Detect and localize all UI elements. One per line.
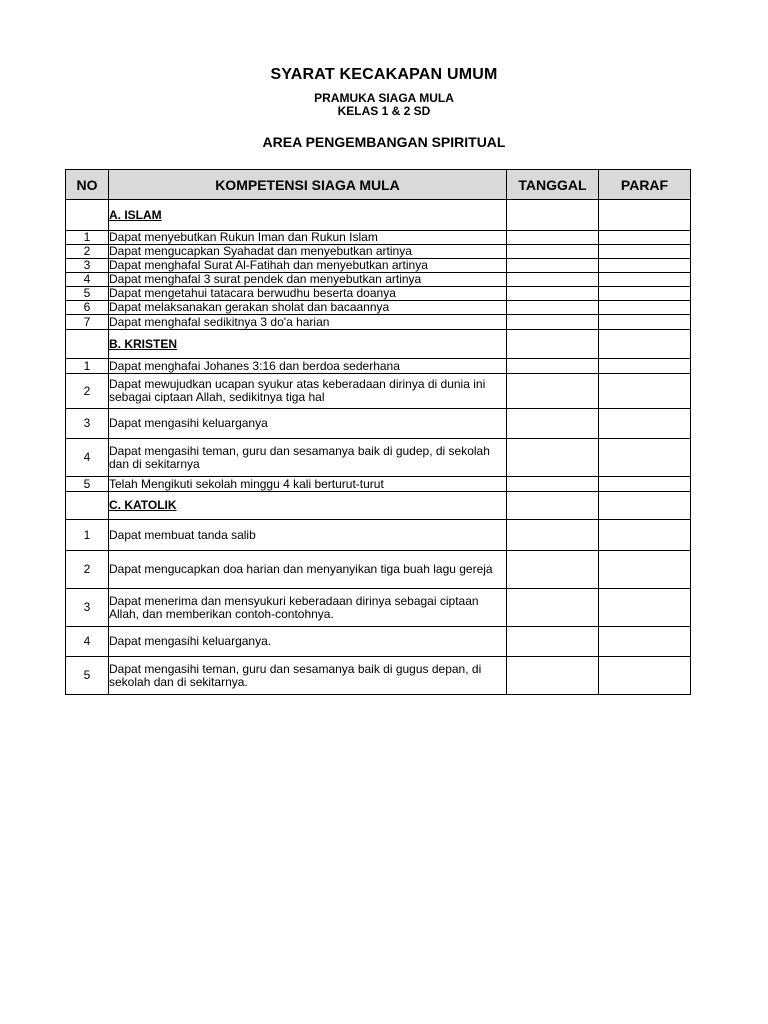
table-row (66, 273, 691, 287)
competency-text: Dapat mewujudkan ucapan syukur atas keberadaan dirinya di dunia ini sebagai ciptaan Allah, sedikitnya tiga hal (109, 374, 507, 409)
date-cell[interactable] (507, 245, 599, 259)
row-number: 1 (66, 520, 109, 551)
row-number: 4 (66, 627, 109, 657)
section-no-cell (66, 200, 109, 231)
competency-text: Dapat melaksanakan gerakan sholat dan bacaannya (109, 301, 507, 315)
table-header-row (66, 170, 691, 200)
table-row (66, 231, 691, 245)
table-row (66, 287, 691, 301)
signature-cell[interactable] (599, 301, 691, 315)
date-cell[interactable] (507, 439, 599, 477)
date-cell[interactable] (507, 259, 599, 273)
date-cell[interactable] (507, 273, 599, 287)
date-cell[interactable] (507, 657, 599, 695)
table-row (66, 520, 691, 551)
signature-cell[interactable] (599, 231, 691, 245)
table-row (66, 245, 691, 259)
competency-text: Dapat mengetahui tatacara berwudhu beserta doanya (109, 287, 507, 301)
competency-text: Telah Mengikuti sekolah minggu 4 kali berturut-turut (109, 477, 507, 492)
row-number: 3 (66, 409, 109, 439)
table-row (66, 551, 691, 589)
row-number: 5 (66, 657, 109, 695)
document-title: SYARAT KECAKAPAN UMUM (270, 66, 498, 83)
signature-cell[interactable] (599, 439, 691, 477)
date-cell[interactable] (507, 287, 599, 301)
table-row (66, 439, 691, 477)
signature-cell[interactable] (599, 551, 691, 589)
header-competency: KOMPETENSI SIAGA MULA (109, 170, 507, 200)
signature-cell[interactable] (599, 259, 691, 273)
date-cell[interactable] (507, 301, 599, 315)
table-row (66, 315, 691, 330)
signature-cell[interactable] (599, 200, 691, 231)
signature-cell[interactable] (599, 287, 691, 301)
table-row (66, 374, 691, 409)
row-number: 4 (66, 273, 109, 287)
competency-text: Dapat menghafal 3 surat pendek dan menyebutkan artinya (109, 273, 507, 287)
competency-text: Dapat menerima dan mensyukuri keberadaan dirinya sebagai ciptaan Allah, dan memberikan contoh-contohnya. (109, 589, 507, 627)
table-row (66, 657, 691, 695)
table-row (66, 589, 691, 627)
table-row (66, 259, 691, 273)
date-cell[interactable] (507, 315, 599, 330)
section-heading-katolik: C. KATOLIK (109, 492, 507, 520)
row-number: 2 (66, 245, 109, 259)
competency-text: Dapat menghafai Johanes 3:16 dan berdoa sederhana (109, 359, 507, 374)
date-cell[interactable] (507, 231, 599, 245)
date-cell[interactable] (507, 359, 599, 374)
section-row-kristen (66, 330, 691, 359)
section-no-cell (66, 492, 109, 520)
signature-cell[interactable] (599, 374, 691, 409)
table-row (66, 627, 691, 657)
document-subtitle-class: KELAS 1 & 2 SD (337, 104, 431, 118)
date-cell[interactable] (507, 477, 599, 492)
competency-text: Dapat membuat tanda salib (109, 520, 507, 551)
competency-text: Dapat mengasihi teman, guru dan sesamanya baik di gugus depan, di sekolah dan di sekitarnya. (109, 657, 507, 695)
signature-cell[interactable] (599, 589, 691, 627)
competency-text: Dapat menyebutkan Rukun Iman dan Rukun Islam (109, 231, 507, 245)
table-row (66, 301, 691, 315)
signature-cell[interactable] (599, 627, 691, 657)
row-number: 3 (66, 589, 109, 627)
header-no: NO (66, 170, 109, 200)
signature-cell[interactable] (599, 520, 691, 551)
competency-text: Dapat mengucapkan Syahadat dan menyebutkan artinya (109, 245, 507, 259)
row-number: 5 (66, 477, 109, 492)
area-heading: AREA PENGEMBANGAN SPIRITUAL (262, 134, 506, 150)
signature-cell[interactable] (599, 409, 691, 439)
row-number: 1 (66, 359, 109, 374)
signature-cell[interactable] (599, 273, 691, 287)
signature-cell[interactable] (599, 315, 691, 330)
competency-text: Dapat mengasihi keluarganya (109, 409, 507, 439)
row-number: 2 (66, 551, 109, 589)
section-row-katolik (66, 492, 691, 520)
competency-text: Dapat menghafal Surat Al-Fatihah dan menyebutkan artinya (109, 259, 507, 273)
competency-text: Dapat menghafal sedikitnya 3 do'a harian (109, 315, 507, 330)
date-cell[interactable] (507, 627, 599, 657)
date-cell[interactable] (507, 409, 599, 439)
row-number: 2 (66, 374, 109, 409)
row-number: 1 (66, 231, 109, 245)
row-number: 6 (66, 301, 109, 315)
date-cell[interactable] (507, 589, 599, 627)
table-row (66, 409, 691, 439)
date-cell[interactable] (507, 492, 599, 520)
date-cell[interactable] (507, 330, 599, 359)
row-number: 5 (66, 287, 109, 301)
signature-cell[interactable] (599, 359, 691, 374)
header-date: TANGGAL (507, 170, 599, 200)
row-number: 3 (66, 259, 109, 273)
table-row (66, 477, 691, 492)
signature-cell[interactable] (599, 492, 691, 520)
section-heading-kristen: B. KRISTEN (109, 330, 507, 359)
row-number: 7 (66, 315, 109, 330)
competency-text: Dapat mengasihi teman, guru dan sesamanya baik di gudep, di sekolah dan di sekitarnya (109, 439, 507, 477)
competency-table (65, 169, 691, 695)
date-cell[interactable] (507, 200, 599, 231)
document-subtitle-level: PRAMUKA SIAGA MULA (314, 91, 454, 105)
signature-cell[interactable] (599, 245, 691, 259)
section-heading-islam: A. ISLAM (109, 200, 507, 231)
competency-text: Dapat mengucapkan doa harian dan menyanyikan tiga buah lagu gereja (109, 551, 507, 589)
date-cell[interactable] (507, 374, 599, 409)
date-cell[interactable] (507, 520, 599, 551)
competency-text: Dapat mengasihi keluarganya. (109, 627, 507, 657)
section-row-islam (66, 200, 691, 231)
signature-cell[interactable] (599, 330, 691, 359)
date-cell[interactable] (507, 551, 599, 589)
signature-cell[interactable] (599, 657, 691, 695)
signature-cell[interactable] (599, 477, 691, 492)
section-no-cell (66, 330, 109, 359)
row-number: 4 (66, 439, 109, 477)
table-row (66, 359, 691, 374)
header-signature: PARAF (599, 170, 691, 200)
